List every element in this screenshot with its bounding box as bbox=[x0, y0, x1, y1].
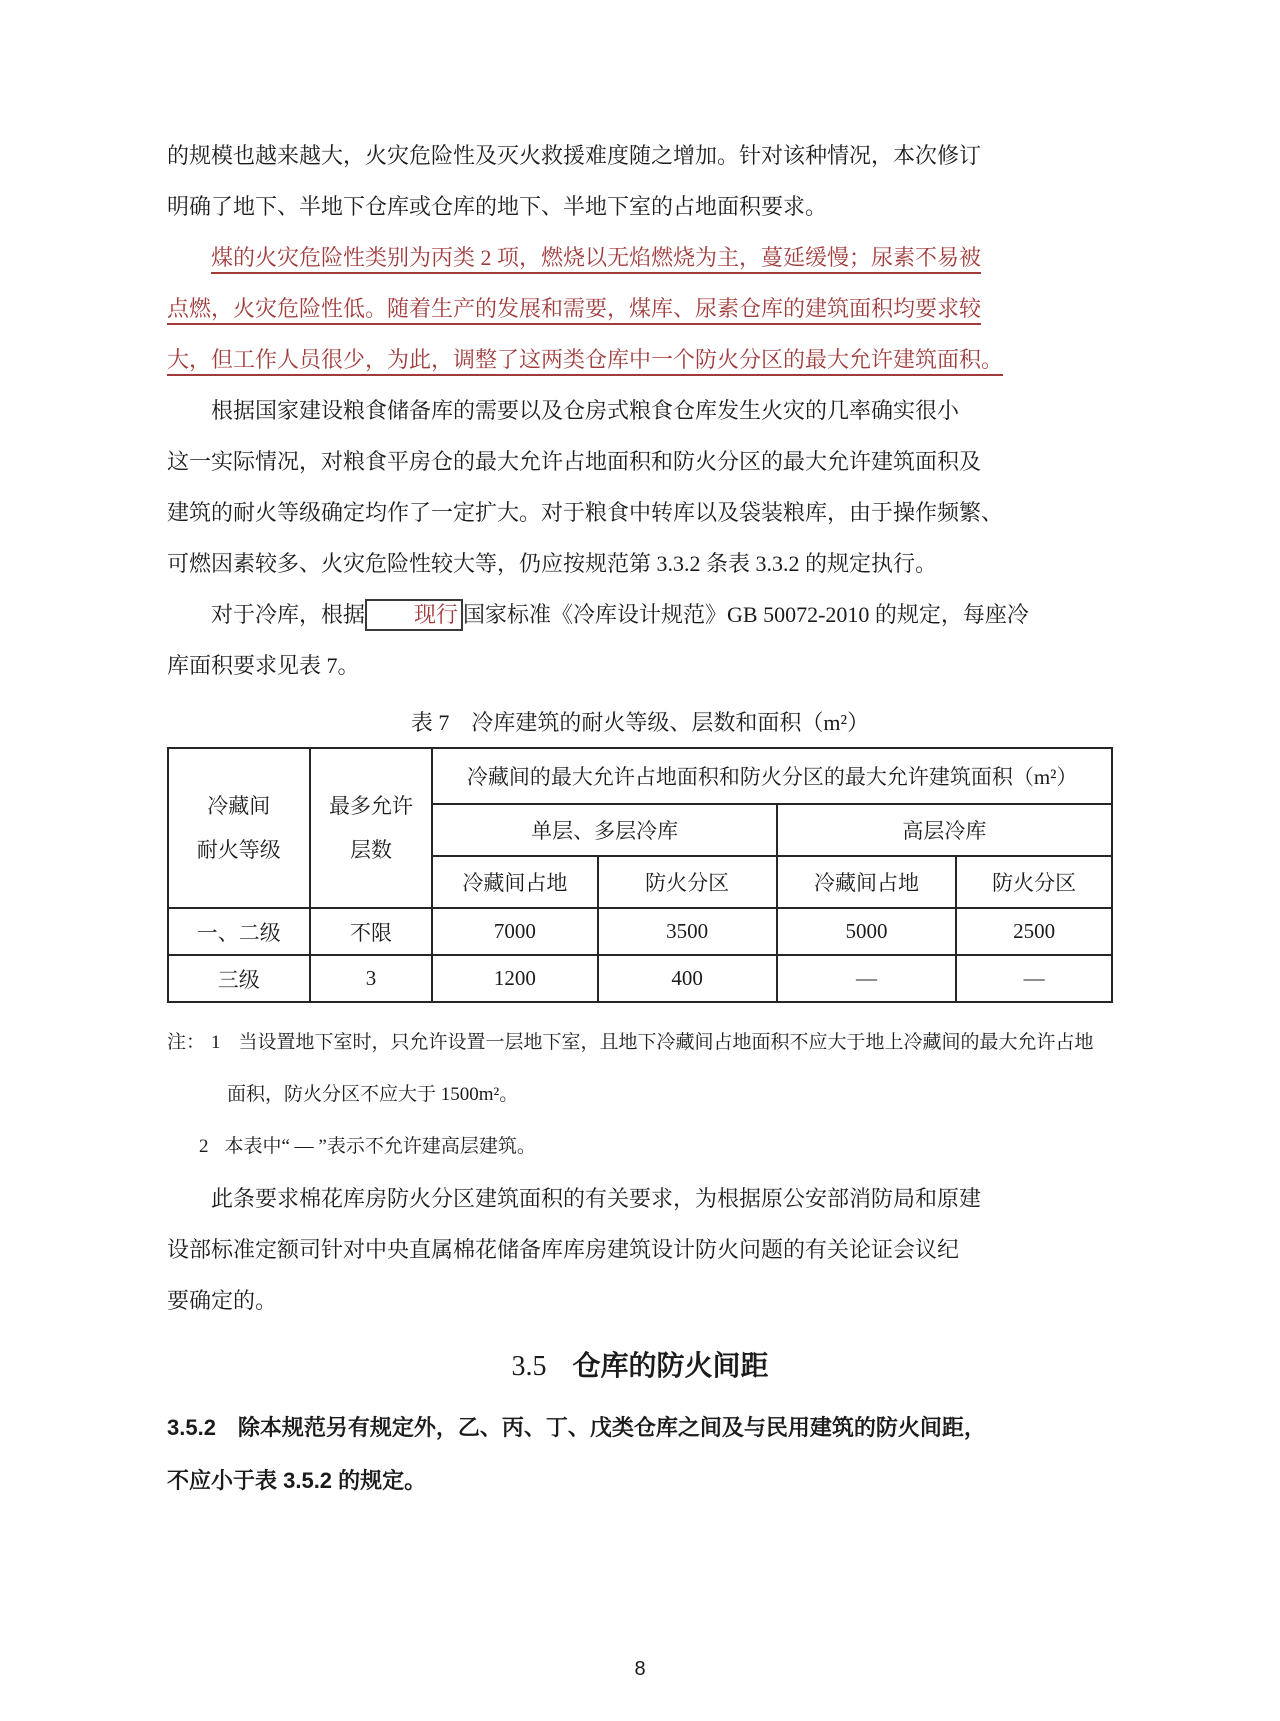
table-header-group: 单层、多层冷库 bbox=[432, 804, 777, 856]
table-cell: 不限 bbox=[310, 908, 433, 955]
text-line: 此条要求棉花库房防火分区建筑面积的有关要求，为根据原公安部消防局和原建 bbox=[211, 1186, 982, 1211]
document-page-content bbox=[167, 0, 1113, 1507]
page-number: 8 bbox=[634, 1658, 646, 1680]
text-segment: 国家标准《冷库设计规范》GB 50072-2010 的规定，每座冷 bbox=[463, 602, 1029, 627]
note-label: 注： bbox=[167, 1032, 206, 1053]
table-header-group: 高层冷库 bbox=[777, 804, 1112, 856]
table-cell: 3 bbox=[310, 955, 433, 1002]
text-line: 可燃因素较多、火灾危险性较大等，仍应按规范第 3.3.2 条表 3.3.2 的规定执行。 bbox=[167, 551, 938, 576]
table-row bbox=[168, 955, 1112, 1002]
table-notes bbox=[167, 1017, 1113, 1173]
paragraph-cold-storage bbox=[167, 589, 1113, 691]
table-header-sub: 防火分区 bbox=[598, 856, 777, 908]
paragraph-provision-3-5-2 bbox=[167, 1401, 1113, 1507]
note-line bbox=[167, 1121, 1113, 1173]
table-cell: 2500 bbox=[956, 908, 1112, 955]
table-header-sub: 防火分区 bbox=[956, 856, 1112, 908]
text-line: 建筑的耐火等级确定均作了一定扩大。对于粮食中转库以及袋装粮库，由于操作频繁、 bbox=[167, 500, 1004, 525]
section-title: 仓库的防火间距 bbox=[572, 1350, 769, 1381]
boxed-revision-word: 现行 bbox=[365, 599, 463, 631]
table-header-span-title: 冷藏间的最大允许占地面积和防火分区的最大允许建筑面积（m²） bbox=[432, 748, 1112, 804]
text-line: 要确定的。 bbox=[167, 1288, 278, 1313]
note-text: 本表中“ — ”表示不允许建高层建筑。 bbox=[224, 1136, 536, 1157]
section-number: 3.5 bbox=[511, 1351, 547, 1382]
text-line bbox=[167, 589, 1113, 640]
paragraph-continuation bbox=[167, 130, 1113, 232]
table-cell: 3500 bbox=[598, 908, 777, 955]
table-header-max-storeys: 最多允许 层数 bbox=[310, 748, 433, 908]
table-caption-label: 表 7 bbox=[410, 710, 450, 735]
text-line: 设部标准定额司针对中央直属棉花储备库库房建筑设计防火问题的有关论证会议纪 bbox=[167, 1237, 960, 1262]
red-underlined-text-line: 大，但工作人员很少，为此，调整了这两类仓库中一个防火分区的最大允许建筑面积。 bbox=[167, 347, 1004, 372]
table-cell: 1200 bbox=[432, 955, 597, 1002]
table-caption bbox=[167, 703, 1113, 743]
text-line: 的规模也越来越大，火灾危险性及灭火救援难度随之增加。针对该种情况，本次修订 bbox=[167, 143, 982, 168]
table-cell: 三级 bbox=[168, 955, 310, 1002]
table-cell: 5000 bbox=[777, 908, 956, 955]
section-heading bbox=[167, 1344, 1113, 1389]
text-line: 3.5.2 除本规范另有规定外，乙、丙、丁、戊类仓库之间及与民用建筑的防火间距， bbox=[167, 1415, 986, 1440]
table-header-fire-resistance: 冷藏间 耐火等级 bbox=[168, 748, 310, 908]
note-number: 1 bbox=[211, 1032, 221, 1053]
text-line: 不应小于表 3.5.2 的规定。 bbox=[167, 1468, 427, 1493]
paragraph-grain-storage bbox=[167, 385, 1113, 589]
text-line: 明确了地下、半地下仓库或仓库的地下、半地下室的占地面积要求。 bbox=[167, 194, 828, 219]
paragraph-red-revision bbox=[167, 232, 1113, 385]
table-cell: 400 bbox=[598, 955, 777, 1002]
table-cell: — bbox=[777, 955, 956, 1002]
text-line: 这一实际情况，对粮食平房仓的最大允许占地面积和防火分区的最大允许建筑面积及 bbox=[167, 449, 982, 474]
note-number: 2 bbox=[199, 1136, 209, 1157]
text-segment: 对于冷库，根据 bbox=[211, 602, 366, 627]
note-line bbox=[167, 1017, 1113, 1069]
red-underlined-text-line: 点燃，火灾危险性低。随着生产的发展和需要，煤库、尿素仓库的建筑面积均要求较 bbox=[167, 296, 982, 321]
table-header-sub: 冷藏间占地 bbox=[432, 856, 597, 908]
text-line: 库面积要求见表 7。 bbox=[167, 653, 360, 678]
table-header-sub: 冷藏间占地 bbox=[777, 856, 956, 908]
red-underlined-text-line: 煤的火灾危险性类别为丙类 2 项，燃烧以无焰燃烧为主，蔓延缓慢；尿素不易被 bbox=[211, 245, 982, 270]
table-7-cold-storage bbox=[167, 747, 1113, 1003]
table-caption-title: 冷库建筑的耐火等级、层数和面积（m²） bbox=[471, 710, 870, 735]
table-row bbox=[168, 908, 1112, 955]
table-cell: 一、二级 bbox=[168, 908, 310, 955]
table-cell: 7000 bbox=[432, 908, 597, 955]
note-text: 当设置地下室时，只允许设置一层地下室，且地下冷藏间占地面积不应大于地上冷藏间的最大允许占地 bbox=[238, 1032, 1094, 1053]
table-cell: — bbox=[956, 955, 1112, 1002]
note-line: 面积，防火分区不应大于 1500m²。 bbox=[227, 1084, 519, 1105]
paragraph-cotton-warehouse bbox=[167, 1173, 1113, 1326]
text-line: 根据国家建设粮食储备库的需要以及仓房式粮食仓库发生火灾的几率确实很小 bbox=[211, 398, 960, 423]
